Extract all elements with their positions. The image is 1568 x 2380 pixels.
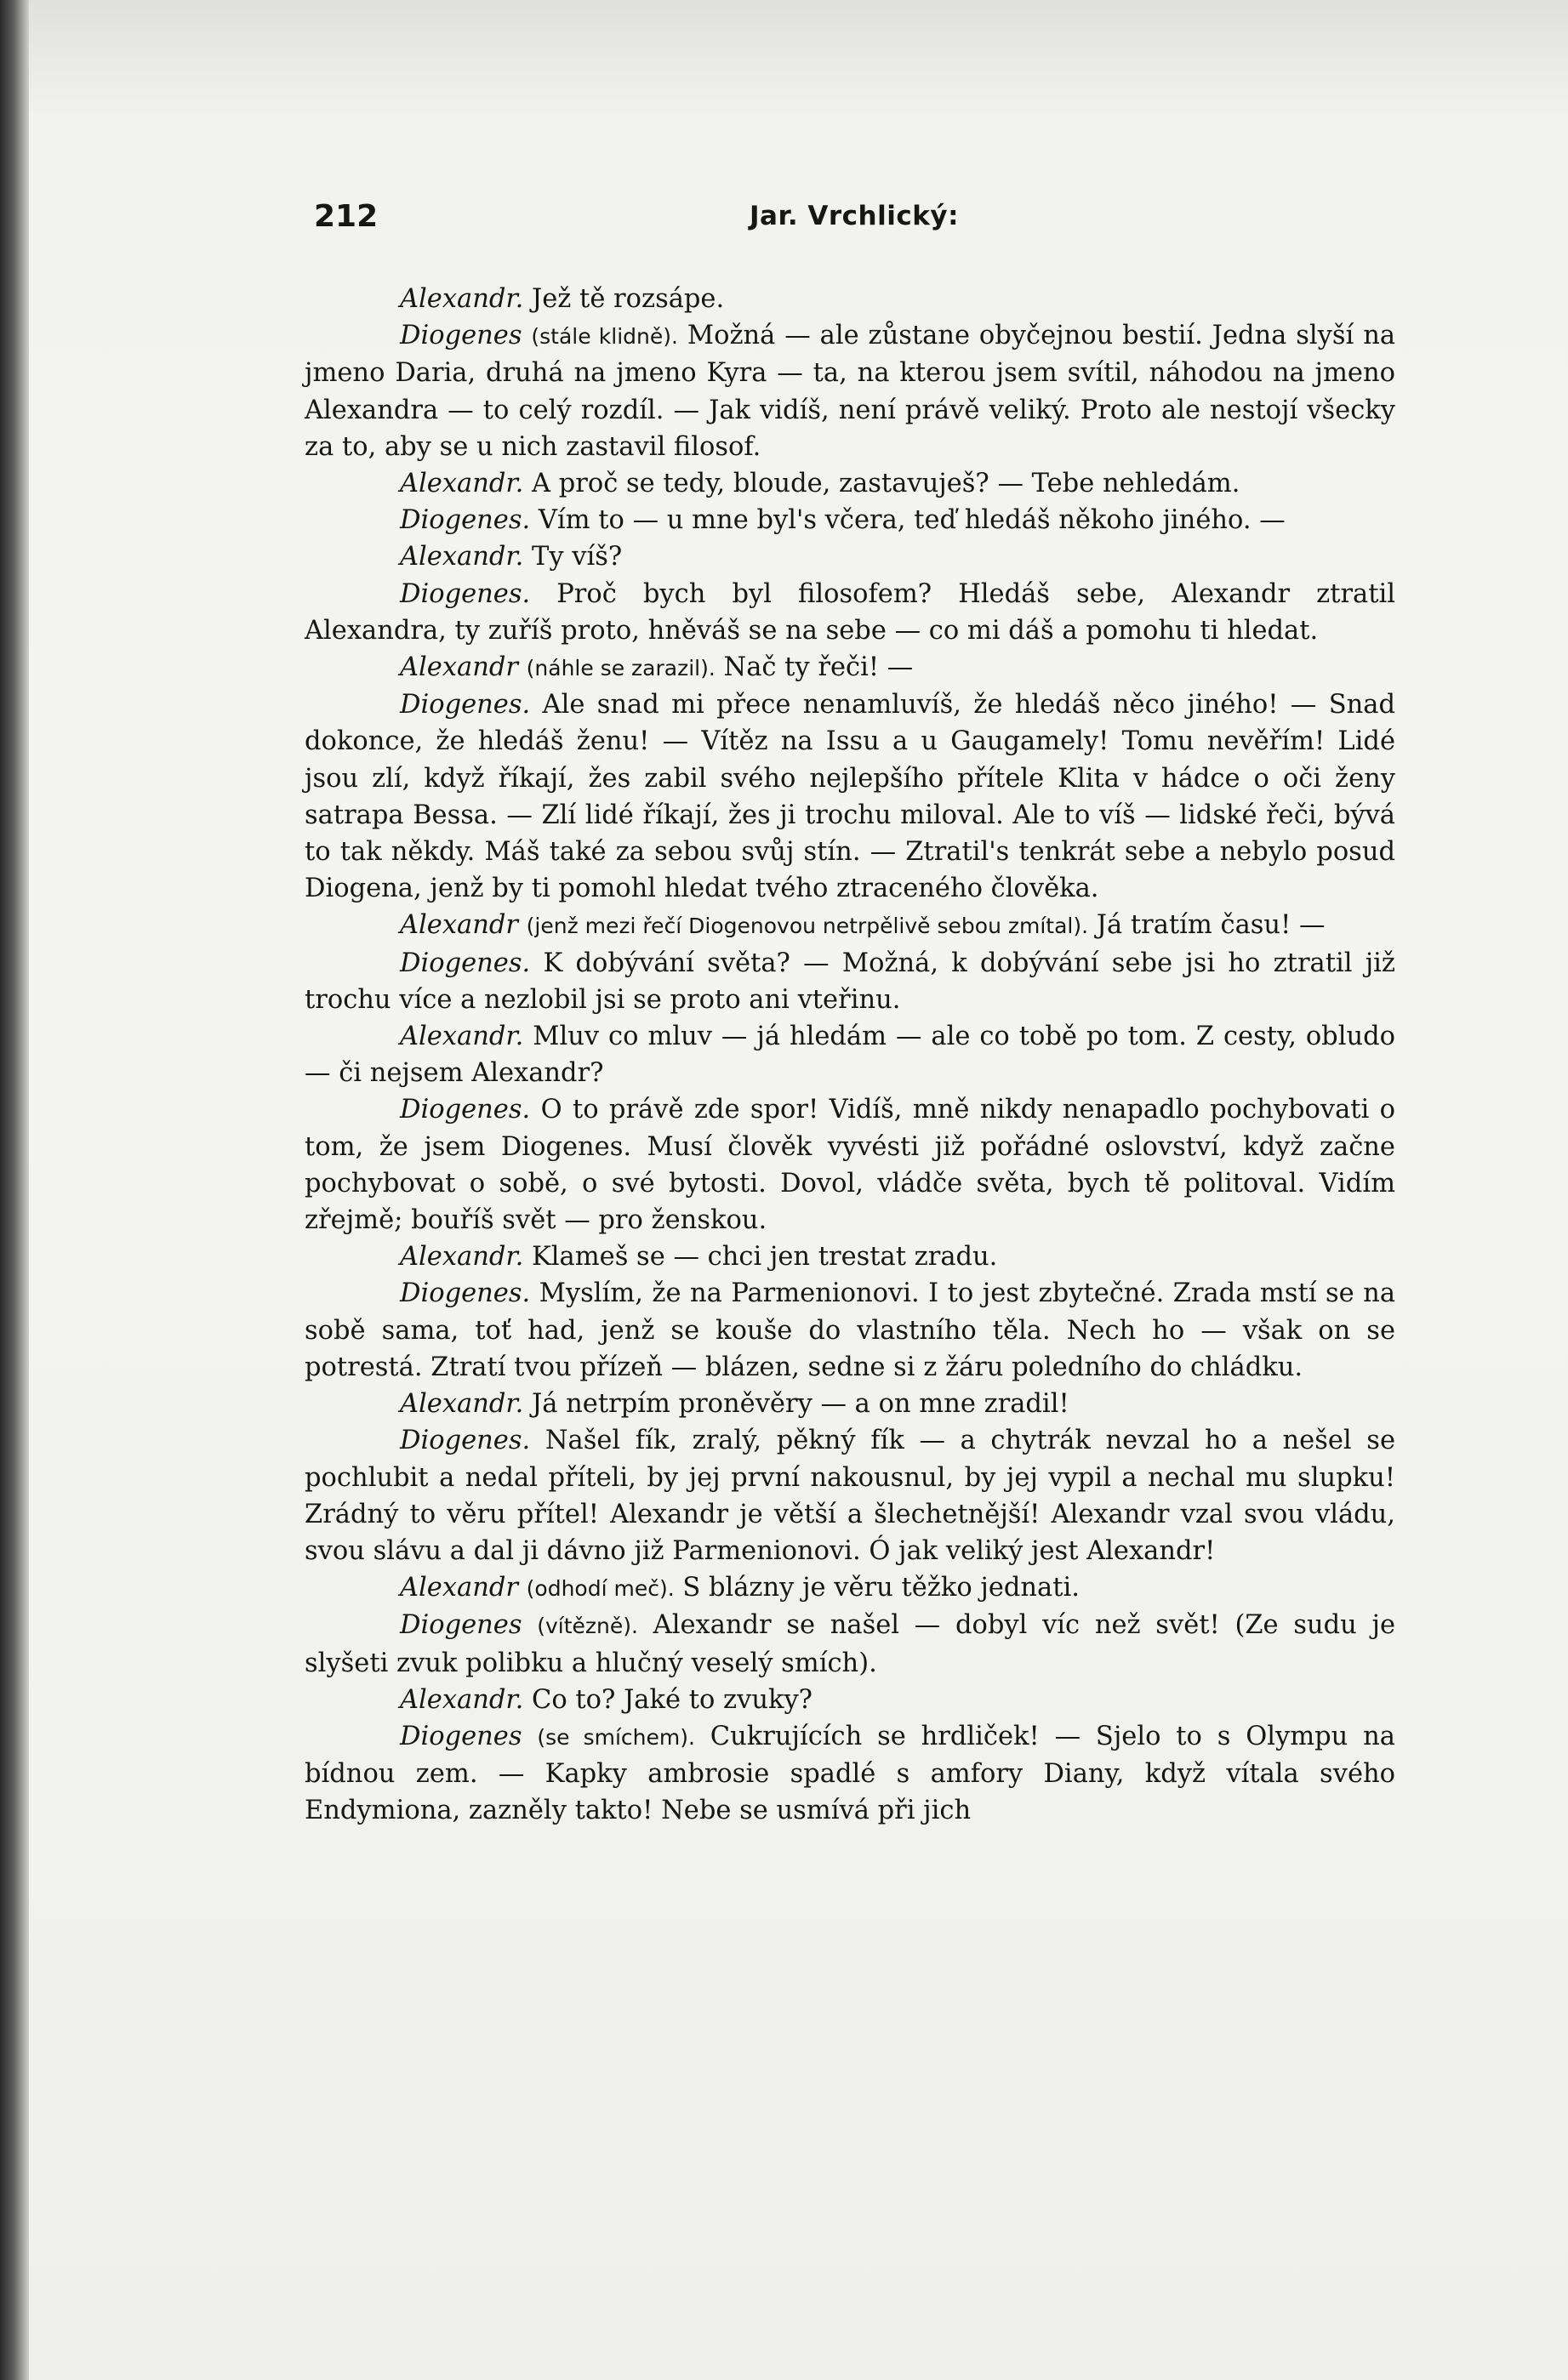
speaker-name: Alexandr xyxy=(400,910,518,941)
speaker-name: Diogenes. xyxy=(400,1278,531,1309)
speech-text: O to právě zde spor! Vidíš, mně nikdy nenapadlo pochybovati o tom, že jsem Diogenes. Musí člověk vyvésti již pořádné oslovství, když začne pochybovat o sobě, o své bytosti. Dovol, vládče světa, bych tě politoval. Vidím zřejmě; bouříš svět — pro ženskou. xyxy=(305,1095,1395,1236)
speaker-name: Diogenes xyxy=(400,321,522,351)
speech-text: Jež tě rozsápe. xyxy=(532,284,725,314)
speaker-name: Diogenes. xyxy=(400,1426,531,1456)
stage-direction: (se smíchem). xyxy=(537,1724,695,1750)
speaker-name: Alexandr. xyxy=(400,1684,524,1715)
book-spine-shadow xyxy=(0,0,29,2380)
speech-text: Co to? Jaké to zvuky? xyxy=(532,1684,813,1715)
stage-direction: (stále klidně). xyxy=(531,324,678,350)
dialogue-paragraph xyxy=(305,1386,1395,1422)
page-number: 212 xyxy=(314,199,379,234)
stage-direction: (náhle se zarazil). xyxy=(526,656,716,681)
speech-text: Možná — ale zůstane obyčejnou bestií. Jedna slyší na jmeno Daria, druhá na jmeno Kyra — ta, na kterou jsem svítil, náhodou na jmeno Alexandra — to celý rozdíl. — Jak vidíš, není právě veliký. Proto ale nestojí všecky za to, aby se u nich zastavil filosof. xyxy=(305,321,1396,462)
speech-text: Myslím, že na Parmenionovi. I to jest zbytečné. Zrada mstí se na sobě sama, toť had, jenž se kouše do vlastního těla. Nech ho — však on se potrestá. Ztratí tvou přízeň — blázen, sedne si z žáru poledního do chládku. xyxy=(305,1278,1396,1382)
dialogue-paragraph xyxy=(305,502,1395,538)
speech-text: S blázny je věru těžko jednati. xyxy=(682,1573,1080,1603)
stage-direction: (odhodí meč). xyxy=(526,1576,675,1602)
speaker-name: Alexandr. xyxy=(400,284,524,314)
dialogue-paragraph xyxy=(305,686,1395,907)
speech-text: K dobývání světa? — Možná, k dobývání sebe jsi ho ztratil již trochu více a nezlobil jsi se proto ani vteřinu. xyxy=(305,948,1395,1015)
speech-text: Cukrujících se hrdliček! — Sjelo to s Olympu na bídnou zem. — Kapky ambrosie spadlé s amfory Diany, když vítala svého Endymiona, zazněly takto! Nebe se usmívá při jich xyxy=(305,1721,1395,1826)
dialogue-paragraph xyxy=(305,1018,1395,1091)
dialogue-text xyxy=(305,281,1395,1830)
speaker-name: Diogenes. xyxy=(400,578,531,609)
dialogue-paragraph xyxy=(305,907,1395,944)
speaker-name: Diogenes xyxy=(400,1721,522,1751)
stage-direction: (jenž mezi řečí Diogenovou netrpělivě sebou zmítal). xyxy=(526,914,1089,939)
stage-direction: (vítězně). xyxy=(537,1614,638,1639)
speaker-name: Diogenes. xyxy=(400,505,531,536)
speech-text: Našel fík, zralý, pěkný fík — a chytrák nevzal ho a nešel se pochlubit a nedal příteli, by jej první nakousnul, by jej vypil a nechal mu slupku! Zrádný to věru přítel! Alexandr je větší a šlechetnější! Alexandr vzal svou vládu, svou slávu a dal ji dávno již Parmenionovi. Ó jak veliký jest Alexandr! xyxy=(305,1426,1395,1566)
speech-text: Ty víš? xyxy=(532,542,623,572)
dialogue-paragraph xyxy=(305,317,1395,465)
dialogue-paragraph xyxy=(305,281,1395,317)
speech-text: Ale snad mi přece nenamluvíš, že hledáš něco jiného! — Snad dokonce, že hledáš ženu! — Vítěz na Issu a u Gaugamely! Tomu nevěřím! Lidé jsou zlí, když říkají, žes zabil svého nejlepšího přítele Klita v hádce o oči ženy satrapa Bessa. — Zlí lidé říkají, žes ji trochu miloval. Ale to víš — lidské řeči, bývá to tak někdy. Máš také za sebou svůj stín. — Ztratil's tenkrát sebe a nebylo posud Diogena, jenž by ti pomohl hledat tvého ztraceného člověka. xyxy=(305,690,1395,904)
dialogue-paragraph xyxy=(305,1569,1395,1607)
page-header xyxy=(314,199,1394,242)
dialogue-paragraph xyxy=(305,1422,1395,1569)
speech-text: Proč bych byl filosofem? Hledáš sebe, Alexandr ztratil Alexandra, ty zuříš proto, hněváš se na sebe — co mi dáš a pomohu ti hledat. xyxy=(305,578,1395,646)
dialogue-paragraph xyxy=(305,538,1395,575)
speaker-name: Alexandr. xyxy=(400,1022,524,1052)
speech-text: Vím to — u mne byl's včera, teď hledáš někoho jiného. — xyxy=(538,505,1286,536)
speaker-name: Diogenes. xyxy=(400,690,531,720)
speaker-name: Diogenes xyxy=(400,1610,522,1641)
speaker-name: Alexandr xyxy=(400,1573,518,1603)
dialogue-paragraph xyxy=(305,1091,1395,1238)
dialogue-paragraph xyxy=(305,1238,1395,1275)
speaker-name: Alexandr. xyxy=(400,542,524,572)
dialogue-paragraph xyxy=(305,1275,1395,1386)
speech-text: A proč se tedy, bloude, zastavuješ? — Tebe nehledám. xyxy=(532,469,1240,499)
speaker-name: Diogenes. xyxy=(400,948,531,978)
dialogue-paragraph xyxy=(305,649,1395,686)
speaker-name: Alexandr. xyxy=(400,469,524,499)
dialogue-paragraph xyxy=(305,465,1395,502)
speech-text: Mluv co mluv — já hledám — ale co tobě po tom. Z cesty, obludo — či nejsem Alexandr? xyxy=(305,1022,1395,1089)
speech-text: Nač ty řeči! — xyxy=(723,652,914,683)
speech-text: Já netrpím proněvěry — a on mne zradil! xyxy=(532,1389,1069,1420)
speech-text: Klameš se — chci jen trestat zradu. xyxy=(532,1242,998,1273)
speaker-name: Diogenes. xyxy=(400,1095,531,1125)
dialogue-paragraph xyxy=(305,1682,1395,1718)
dialogue-paragraph xyxy=(305,1718,1395,1830)
speaker-name: Alexandr. xyxy=(400,1242,524,1273)
dialogue-paragraph xyxy=(305,945,1395,1018)
speech-text: Já tratím času! — xyxy=(1096,910,1326,941)
speaker-name: Alexandr xyxy=(400,652,518,683)
speech-text: Alexandr se našel — dobyl víc než svět! (Ze sudu je slyšeti zvuk polibku a hlučný veselý smích). xyxy=(305,1610,1395,1678)
speaker-name: Alexandr. xyxy=(400,1389,524,1420)
dialogue-paragraph xyxy=(305,576,1395,649)
dialogue-paragraph xyxy=(305,1607,1395,1681)
running-head: Jar. Vrchlický: xyxy=(750,201,959,231)
book-page xyxy=(29,0,1568,2380)
